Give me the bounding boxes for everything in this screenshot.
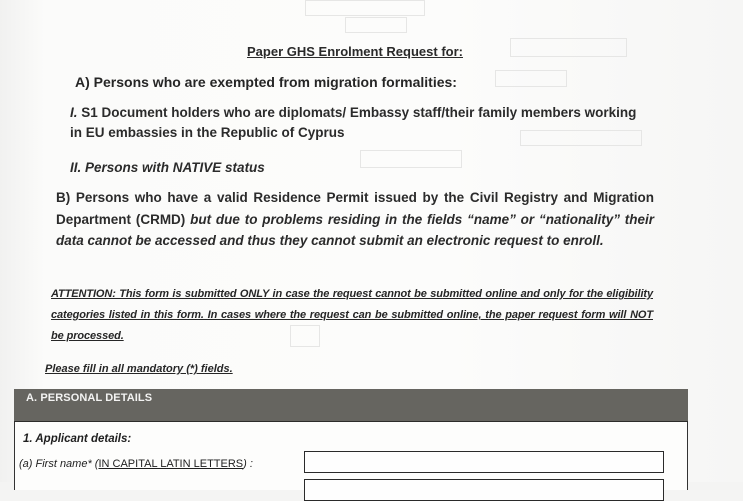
next-field-box[interactable] bbox=[304, 479, 664, 501]
bleed-through-box bbox=[345, 17, 407, 33]
section-b-paragraph bbox=[56, 187, 654, 252]
bleed-through-box bbox=[305, 0, 425, 16]
category-text-line1: Persons with NATIVE status bbox=[85, 160, 265, 175]
personal-details-label: A. PERSONAL DETAILS bbox=[26, 392, 153, 404]
category-text-line2: in EU embassies in the Republic of Cyprus bbox=[70, 125, 345, 140]
bleed-through-box bbox=[360, 150, 462, 168]
category-text-line1: S1 Document holders who are diplomats/ Embassy staff/their family members working bbox=[81, 105, 637, 120]
section-b-prefix: B) Persons who have a valid Residence Permit issued by the Civil Registry and Migration Department (CRMD) bbox=[56, 190, 654, 227]
bleed-through-box bbox=[495, 70, 567, 87]
category-numeral: I. bbox=[70, 105, 78, 120]
first-name-label-suffix: ) : bbox=[243, 458, 253, 470]
section-a-heading: A) Persons who are exempted from migration formalities: bbox=[75, 74, 457, 90]
category-numeral: II. bbox=[70, 160, 82, 175]
mandatory-fields-note: Please fill in all mandatory (*) fields. bbox=[45, 363, 233, 375]
first-name-label-emphasis: IN CAPITAL LATIN LETTERS bbox=[98, 458, 244, 470]
first-name-label-prefix: (a) First name* ( bbox=[19, 458, 99, 470]
attention-notice: ATTENTION: This form is submitted ONLY in case the request cannot be submitted online and only for the eligibility categories listed in this form. In cases where the request can be submitted online, the paper request form will NOT be processed. bbox=[51, 288, 653, 342]
first-name-label bbox=[19, 458, 253, 470]
bleed-through-box bbox=[510, 38, 627, 57]
personal-details-header bbox=[14, 389, 688, 422]
section-b-rest: but due to problems residing in the fields “name” or “nationality” their data cannot be accessed and thus they cannot submit an electronic request to enroll. bbox=[56, 211, 655, 248]
first-name-field[interactable] bbox=[304, 451, 664, 473]
category-item-2 bbox=[70, 158, 265, 178]
applicant-details-heading: 1. Applicant details: bbox=[23, 433, 132, 445]
page-title: Paper GHS Enrolment Request for: bbox=[247, 44, 463, 59]
category-item-1 bbox=[70, 103, 670, 143]
